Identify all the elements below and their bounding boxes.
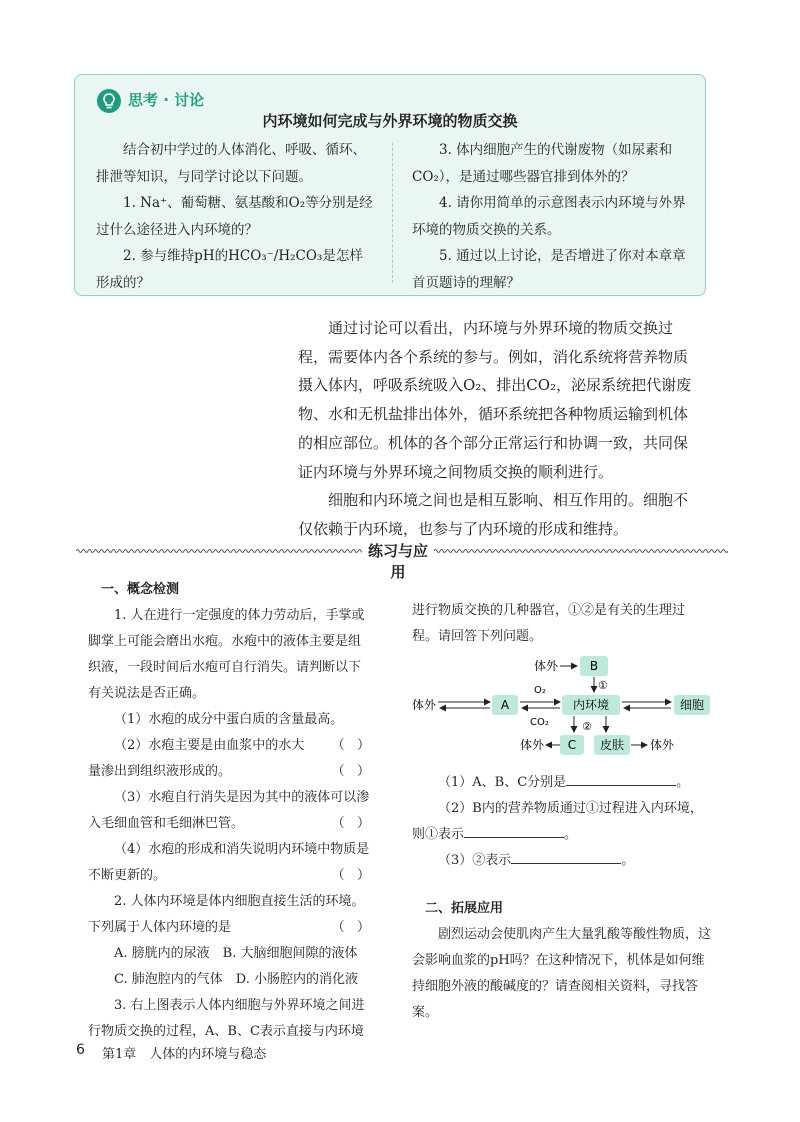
exercise-left-column [88, 577, 370, 1045]
main-paragraph-2: 细胞和内环境之间也是相互影响、相互作用的。细胞不仅依赖于内环境，也参与了内环境的形成和维持。 [298, 491, 689, 538]
discussion-question-2: 2. 参与维持pH的HCO₃⁻/H₂CO₃是怎样形成的？ [96, 248, 363, 291]
answer-blank[interactable] [464, 823, 564, 838]
main-text [298, 314, 694, 544]
q2-options-cd: C. 肺泡腔内的气体 D. 小肠腔内的消化液 [114, 972, 358, 987]
q2-stem: 2. 人体内环境是体内细胞直接生活的环境。下列属于人体内环境的是 （ ） [88, 889, 370, 941]
q3-stem: 3. 右上图表示人体内细胞与外界环境之间进行物质交换的过程，A、B、C表示直接与内环境 [88, 998, 365, 1039]
q3-subquestions [412, 770, 712, 1026]
label-outside-bottom-left: 体外 [520, 738, 545, 752]
discussion-question-5: 5. 通过以上讨论，是否增进了你对本章章首页题诗的理解？ [412, 248, 686, 291]
section-title: 练习与应用 [367, 542, 428, 581]
q1-item-4: （4）水疱的形成和消失说明内环境中物质是不断更新的。 （ ） [88, 837, 370, 889]
discussion-label: 思考 · 讨论 [128, 91, 205, 109]
label-c: C [567, 738, 577, 752]
label-process-2: ② [582, 720, 592, 733]
answer-paren[interactable]: （ ） [331, 738, 370, 753]
q1-stem: 1. 人在进行一定强度的体力劳动后，手掌或脚掌上可能会磨出水疱。水疱中的液体主要是组织液，一段时间后水疱可自行消失。请判断以下有关说法是否正确。 [88, 608, 365, 701]
column-divider [392, 143, 393, 283]
part2-text: 剧烈运动会使肌肉产生大量乳酸等酸性物质，这会影响血浆的pH吗？在这种情况下，机体是如何维持细胞外液的酸碱度的？请查阅相关资料，寻找答案。 [412, 927, 712, 1020]
label-outside-bottom-right: 体外 [650, 738, 675, 752]
main-paragraph-1: 通过讨论可以看出，内环境与外界环境的物质交换过程，需要体内各个系统的参与。例如，消化系统将营养物质摄入体内，呼吸系统吸入O₂、排出CO₂，泌尿系统把代谢废物、水和无机盐排出体外，循环系统把各种物质运输到机体的相应部位。机体的各个部分正常运行和协调一致，共同保证内环境与外界环境之间物质交换的顺利进行。 [298, 319, 692, 481]
label-outside-top: 体外 [534, 659, 559, 673]
q1-item-3: （3）水疱自行消失是因为其中的液体可以渗入毛细血管和毛细淋巴管。 （ ） [88, 785, 370, 837]
label-a: A [500, 698, 510, 712]
wave-divider-right [434, 544, 728, 558]
label-skin: 皮肤 [599, 738, 625, 752]
answer-paren[interactable]: （ ） [331, 868, 370, 883]
footer-chapter: 第1章 人体的内环境与稳态 [102, 1047, 267, 1062]
part2-heading: 二、拓展应用 [425, 901, 504, 916]
discussion-right-column [412, 137, 692, 296]
discussion-question-3: 3. 体内细胞产生的代谢废物（如尿素和CO₂），是通过哪些器官排到体外的？ [412, 142, 673, 185]
part1-heading: 一、概念检测 [101, 582, 180, 597]
q2-options-ab: A. 膀胱内的尿液 B. 大脑细胞间隙的液体 [114, 946, 358, 961]
label-b: B [589, 659, 599, 673]
q1-item-1: （1）水疱的成分中蛋白质的含量最高。 （ ） [88, 707, 370, 733]
label-internal-env: 内环境 [572, 698, 610, 712]
label-cell: 细胞 [679, 698, 705, 712]
q1-item-2: （2）水疱主要是由血浆中的水大量渗出到组织液形成的。 （ ） [88, 733, 370, 785]
answer-paren[interactable]: （ ） [331, 816, 370, 831]
wave-divider-left [76, 544, 362, 558]
answer-paren[interactable]: （ ） [331, 764, 370, 779]
answer-paren[interactable]: （ ） [331, 920, 370, 935]
page-number: 6 [76, 1042, 85, 1058]
answer-blank[interactable] [511, 849, 621, 864]
discussion-intro: 结合初中学过的人体消化、呼吸、循环、排泄等知识，与同学讨论以下问题。 [96, 142, 366, 185]
label-o2: O₂ [534, 685, 546, 696]
discussion-left-column [96, 137, 376, 296]
label-co2: CO₂ [530, 717, 549, 728]
discussion-question-4: 4. 请你用简单的示意图表示内环境与外界环境的物质交换的关系。 [412, 195, 686, 238]
label-outside-left: 体外 [412, 698, 437, 712]
discussion-heading: 内环境如何完成与外界环境的物质交换 [262, 112, 518, 130]
q3-sub-1: （1）A、B、C分别是 。 [412, 770, 712, 796]
q3-stem-continued: 进行物质交换的几种器官，①②是有关的生理过程。请回答下列问题。 [412, 603, 686, 644]
answer-blank[interactable] [566, 771, 676, 786]
q3-sub-2: （2）B内的营养物质通过①过程进入内环境，则①表示 。 [412, 801, 703, 842]
q3-sub-3: （3）②表示 。 [412, 848, 712, 874]
discussion-question-1: 1. Na⁺、葡萄糖、氨基酸和O₂等分别是经过什么途径进入内环境的？ [96, 195, 373, 238]
label-process-1: ① [598, 679, 608, 692]
exchange-diagram [412, 652, 712, 768]
